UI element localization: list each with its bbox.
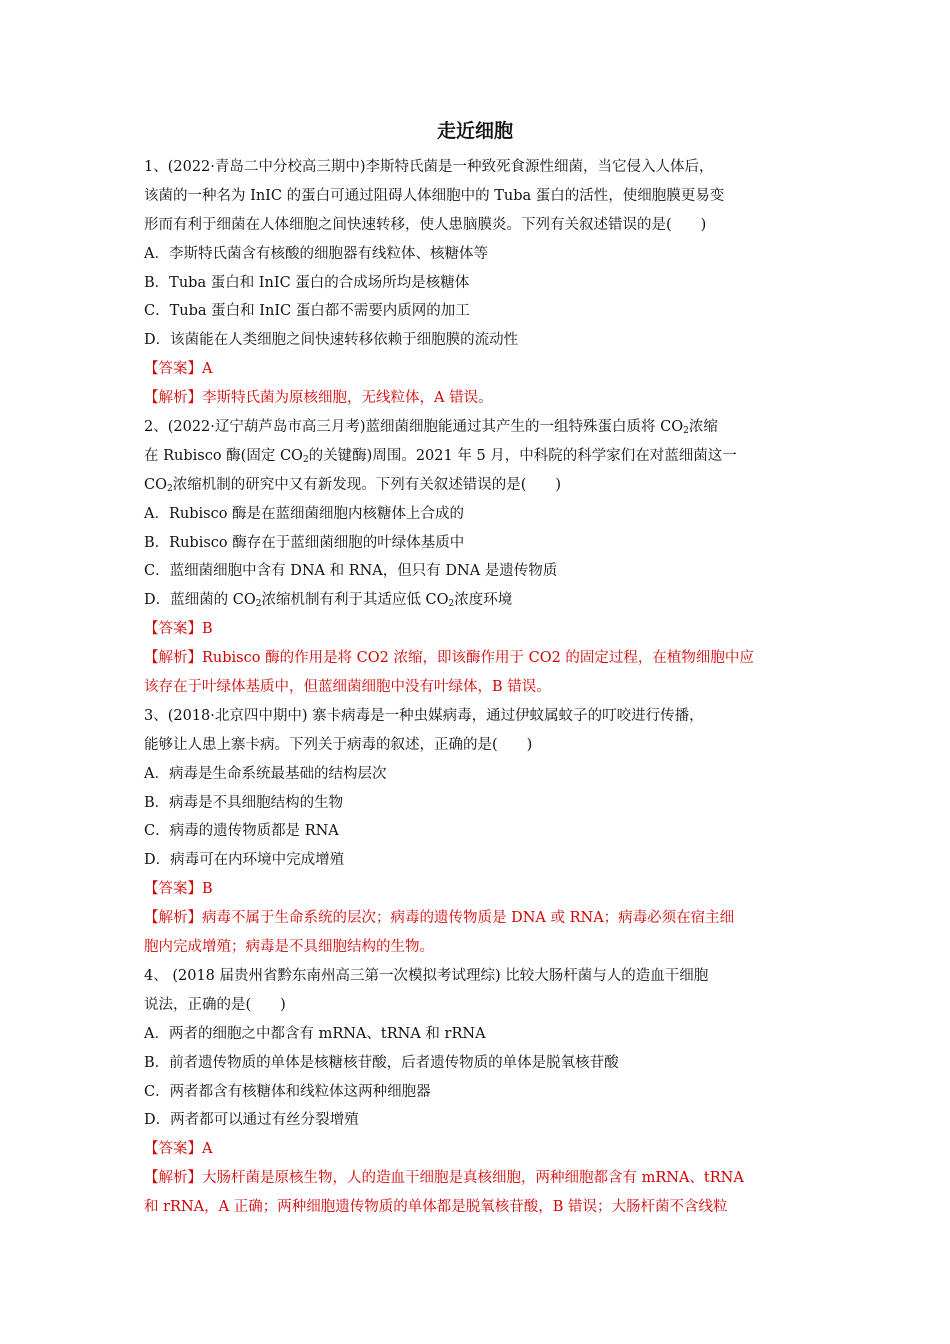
question-stem-line: 4、 (2018 届贵州省黔东南州高三第一次模拟考试理综) 比较大肠杆菌与人的造血干细胞 <box>144 967 709 984</box>
analysis-line: 胞内完成增殖；病毒是不具细胞结构的生物。 <box>144 939 434 956</box>
answer-value: B <box>202 621 213 638</box>
analysis-label: 【解析】 <box>144 390 202 407</box>
subscript: 2 <box>255 599 262 610</box>
option-b: B．Tuba 蛋白和 InIC 蛋白的合成场所均是核糖体 <box>144 274 470 291</box>
answer-line <box>144 615 810 644</box>
answer-label: 【答案】 <box>144 1141 202 1158</box>
option-c: C．病毒的遗传物质都是 RNA <box>144 823 339 840</box>
analysis-label: 【解析】 <box>144 1170 202 1187</box>
option-a: A．李斯特氏菌含有核酸的细胞器有线粒体、核糖体等 <box>144 245 488 262</box>
analysis-text: 大肠杆菌是原核生物，人的造血干细胞是真核细胞，两种细胞都含有 mRNA、tRNA <box>202 1170 744 1187</box>
question-1 <box>144 153 810 413</box>
question-stem-line: 形而有利于细菌在人体细胞之间快速转移，使人患脑膜炎。下列有关叙述错误的是( ) <box>144 216 707 233</box>
stem-text: 在 Rubisco 酶(固定 CO <box>144 447 303 464</box>
option-d: D．该菌能在人类细胞之间快速转移依赖于细胞膜的流动性 <box>144 332 519 349</box>
question-stem-line: 3、(2018·北京四中期中) 寨卡病毒是一种虫媒病毒，通过伊蚊属蚊子的叮咬进行传播， <box>144 707 704 724</box>
subscript: 2 <box>166 483 173 494</box>
question-2 <box>144 413 810 702</box>
option-text: 浓缩机制有利于其适应低 CO <box>261 592 449 609</box>
question-stem-line: 1、(2022·青岛二中分校高三期中)李斯特氏菌是一种致死食源性细菌，当它侵入人体后， <box>144 159 714 175</box>
question-stem-line: 能够让人患上寨卡病。下列关于病毒的叙述，正确的是( ) <box>144 736 533 753</box>
answer-label: 【答案】 <box>144 621 202 638</box>
question-stem-line <box>144 413 810 442</box>
option-text: 浓度环境 <box>454 592 513 609</box>
analysis-text: 病毒不属于生命系统的层次；病毒的遗传物质是 DNA 或 RNA；病毒必须在宿主细 <box>202 910 735 927</box>
question-stem-line: 该菌的一种名为 InIC 的蛋白可通过阻碍人体细胞中的 Tuba 蛋白的活性，使细胞膜更易变 <box>144 187 725 204</box>
analysis-label: 【解析】 <box>144 650 202 667</box>
stem-text: 浓缩机制的研究中又有新发现。下列有关叙述错误的是( ) <box>172 476 562 493</box>
stem-text: 浓缩 <box>688 419 718 436</box>
question-stem-line <box>144 442 810 471</box>
analysis-text: Rubisco 酶的作用是将 CO2 浓缩，即该酶作用于 CO2 的固定过程，在植物细胞中应 <box>202 650 754 667</box>
option-d <box>144 586 810 615</box>
question-3 <box>144 702 810 962</box>
option-b: B．病毒是不具细胞结构的生物 <box>144 794 344 811</box>
subscript: 2 <box>302 454 309 465</box>
answer-line <box>144 1135 810 1164</box>
answer-line <box>144 355 810 384</box>
page-title: 走近细胞 <box>436 120 513 142</box>
analysis-line <box>144 1164 810 1193</box>
option-a: A．两者的细胞之中都含有 mRNA、tRNA 和 rRNA <box>144 1025 486 1042</box>
analysis-line <box>144 644 810 673</box>
question-list <box>144 153 810 1222</box>
answer-value: A <box>202 1141 213 1158</box>
analysis-line <box>144 384 810 413</box>
stem-text: CO <box>144 476 167 493</box>
option-c: C．蓝细菌细胞中含有 DNA 和 RNA，但只有 DNA 是遗传物质 <box>144 563 558 580</box>
option-b: B．Rubisco 酶存在于蓝细菌细胞的叶绿体基质中 <box>144 534 465 551</box>
analysis-line: 和 rRNA，A 正确；两种细胞遗传物质的单体都是脱氧核苷酸，B 错误；大肠杆菌不含线粒 <box>144 1199 728 1216</box>
question-stem-line <box>144 471 810 500</box>
option-d: D．病毒可在内环境中完成增殖 <box>144 852 345 869</box>
option-c: C．Tuba 蛋白和 InIC 蛋白都不需要内质网的加工 <box>144 303 470 320</box>
question-4 <box>144 962 810 1222</box>
answer-label: 【答案】 <box>144 361 202 378</box>
answer-value: A <box>202 361 213 378</box>
analysis-line: 该存在于叶绿体基质中，但蓝细菌细胞中没有叶绿体，B 错误。 <box>144 679 551 696</box>
subscript: 2 <box>448 599 455 610</box>
stem-text: 2、(2022·辽宁葫芦岛市高三月考)蓝细菌细胞能通过其产生的一组特殊蛋白质将 CO <box>144 419 684 436</box>
analysis-line <box>144 904 810 933</box>
analysis-text: 李斯特氏菌为原核细胞，无线粒体，A 错误。 <box>202 390 493 407</box>
stem-text: 的关键酶)周围。2021 年 5 月，中科院的科学家们在对蓝细菌这一 <box>308 447 737 464</box>
answer-label: 【答案】 <box>144 881 202 898</box>
option-d: D．两者都可以通过有丝分裂增殖 <box>144 1112 359 1129</box>
option-a: A．病毒是生命系统最基础的结构层次 <box>144 765 387 782</box>
answer-line <box>144 875 810 904</box>
option-b: B．前者遗传物质的单体是核糖核苷酸，后者遗传物质的单体是脱氧核苷酸 <box>144 1054 619 1071</box>
option-text: D．蓝细菌的 CO <box>144 592 256 609</box>
analysis-label: 【解析】 <box>144 910 202 927</box>
question-stem-line: 说法，正确的是( ) <box>144 996 286 1013</box>
option-a: A．Rubisco 酶是在蓝细菌细胞内核糖体上合成的 <box>144 505 465 522</box>
subscript: 2 <box>683 426 689 437</box>
answer-value: B <box>202 881 213 898</box>
option-c: C．两者都含有核糖体和线粒体这两种细胞器 <box>144 1083 431 1100</box>
